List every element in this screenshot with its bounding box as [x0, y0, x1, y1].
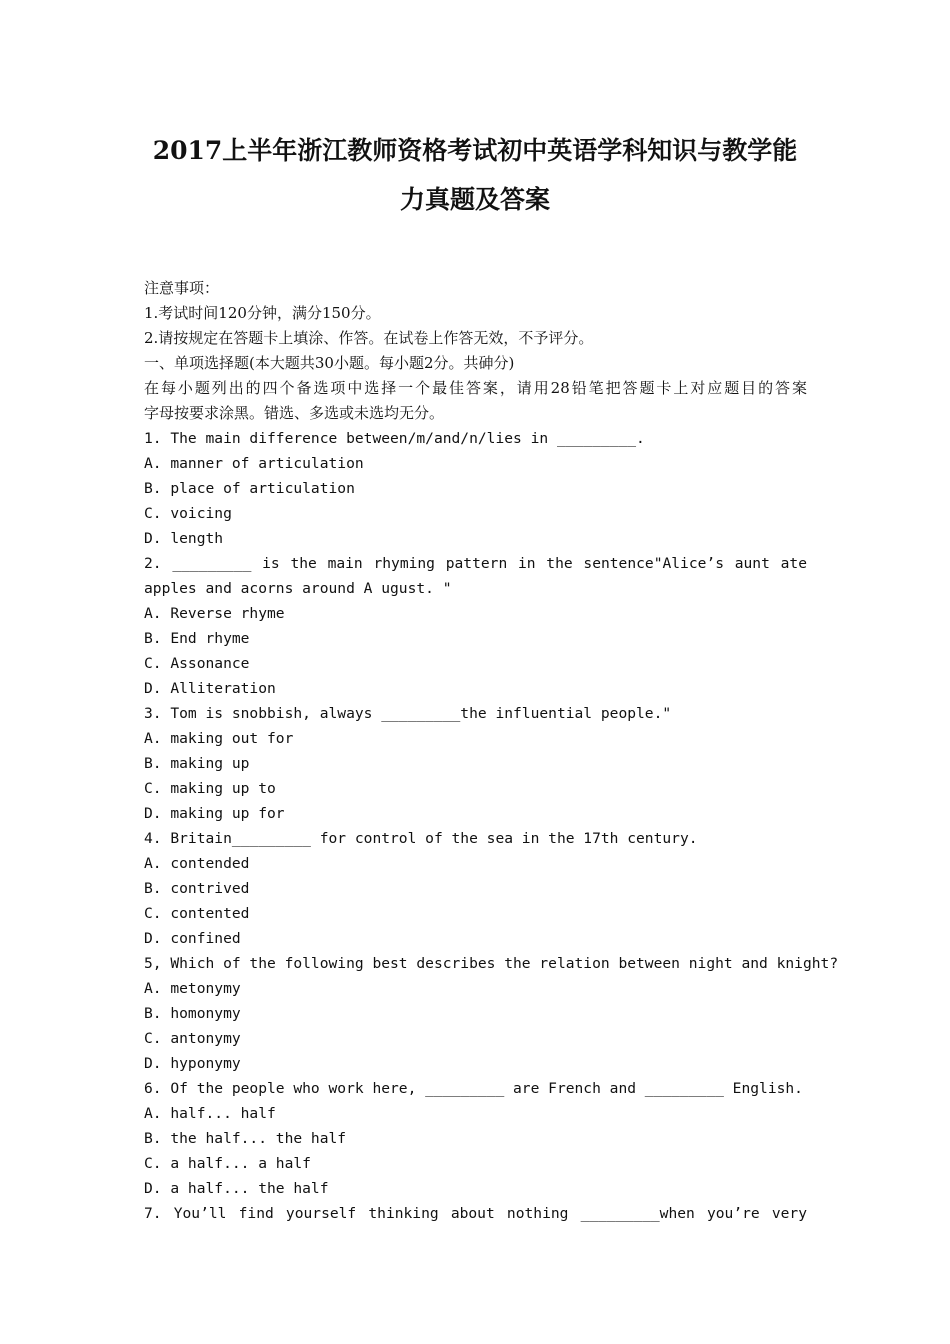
question-option: A. contended: [144, 855, 250, 872]
section-instruction: 在每小题列出的四个备选项中选择一个最佳答案，请用28铅笔把答题卡上对应题目的答案: [144, 379, 807, 397]
question-option: C. voicing: [144, 505, 232, 522]
question-stem: 7. You’ll find yourself thinking about nothing _________when you’re very: [144, 1205, 807, 1222]
question-option: B. End rhyme: [144, 630, 250, 647]
question-option: A. Reverse rhyme: [144, 605, 285, 622]
question-option: C. antonymy: [144, 1030, 241, 1047]
question-option: D. confined: [144, 930, 241, 947]
notice-item: 2.请按规定在答题卡上填涂、作答。在试卷上作答无效，不予评分。: [144, 329, 594, 347]
section-title: 一、单项选择题(本大题共30小题。每小题2分。共砷分): [144, 354, 515, 372]
question-stem: 6. Of the people who work here, _________ are French and _________ English.: [144, 1080, 803, 1097]
notice-item: 1.考试时间120分钟，满分150分。: [144, 304, 381, 322]
question-option: B. the half... the half: [144, 1130, 347, 1147]
document-title-line-1: 2017上半年浙江教师资格考试初中英语学科知识与教学能: [152, 136, 798, 165]
question-option: C. a half... a half: [144, 1155, 311, 1172]
question-option: D. length: [144, 530, 224, 547]
question-stem-continued: apples and acorns around A ugust. ": [144, 580, 452, 597]
question-option: D. a half... the half: [144, 1180, 329, 1197]
question-option: D. making up for: [144, 805, 285, 822]
document-title-line-2: 力真题及答案: [399, 185, 550, 214]
document-body: [144, 276, 839, 1226]
question-stem: 3. Tom is snobbish, always _________the influential people.": [144, 705, 672, 722]
question-stem: 1. The main difference between/m/and/n/lies in _________.: [144, 430, 645, 447]
question-option: D. Alliteration: [144, 680, 276, 697]
question-stem: 4. Britain_________ for control of the sea in the 17th century.: [144, 830, 698, 847]
question-option: A. manner of articulation: [144, 455, 364, 472]
question-option: B. making up: [144, 755, 250, 772]
question-stem: 5, Which of the following best describes the relation between night and knight?: [144, 955, 839, 972]
question-option: A. making out for: [144, 730, 294, 747]
question-option: B. homonymy: [144, 1005, 241, 1022]
question-option: A. metonymy: [144, 980, 241, 997]
question-stem: 2. _________ is the main rhyming pattern in the sentence"Alice’s aunt ate: [144, 555, 807, 572]
question-option: C. Assonance: [144, 655, 250, 672]
question-option: C. contented: [144, 905, 250, 922]
section-instruction: 字母按要求涂黑。错选、多选或未选均无分。: [144, 404, 445, 422]
question-option: C. making up to: [144, 780, 276, 797]
question-option: B. place of articulation: [144, 480, 355, 497]
question-option: A. half... half: [144, 1105, 276, 1122]
question-option: D. hyponymy: [144, 1055, 241, 1072]
question-option: B. contrived: [144, 880, 250, 897]
notice-heading: 注意事项：: [144, 279, 220, 297]
